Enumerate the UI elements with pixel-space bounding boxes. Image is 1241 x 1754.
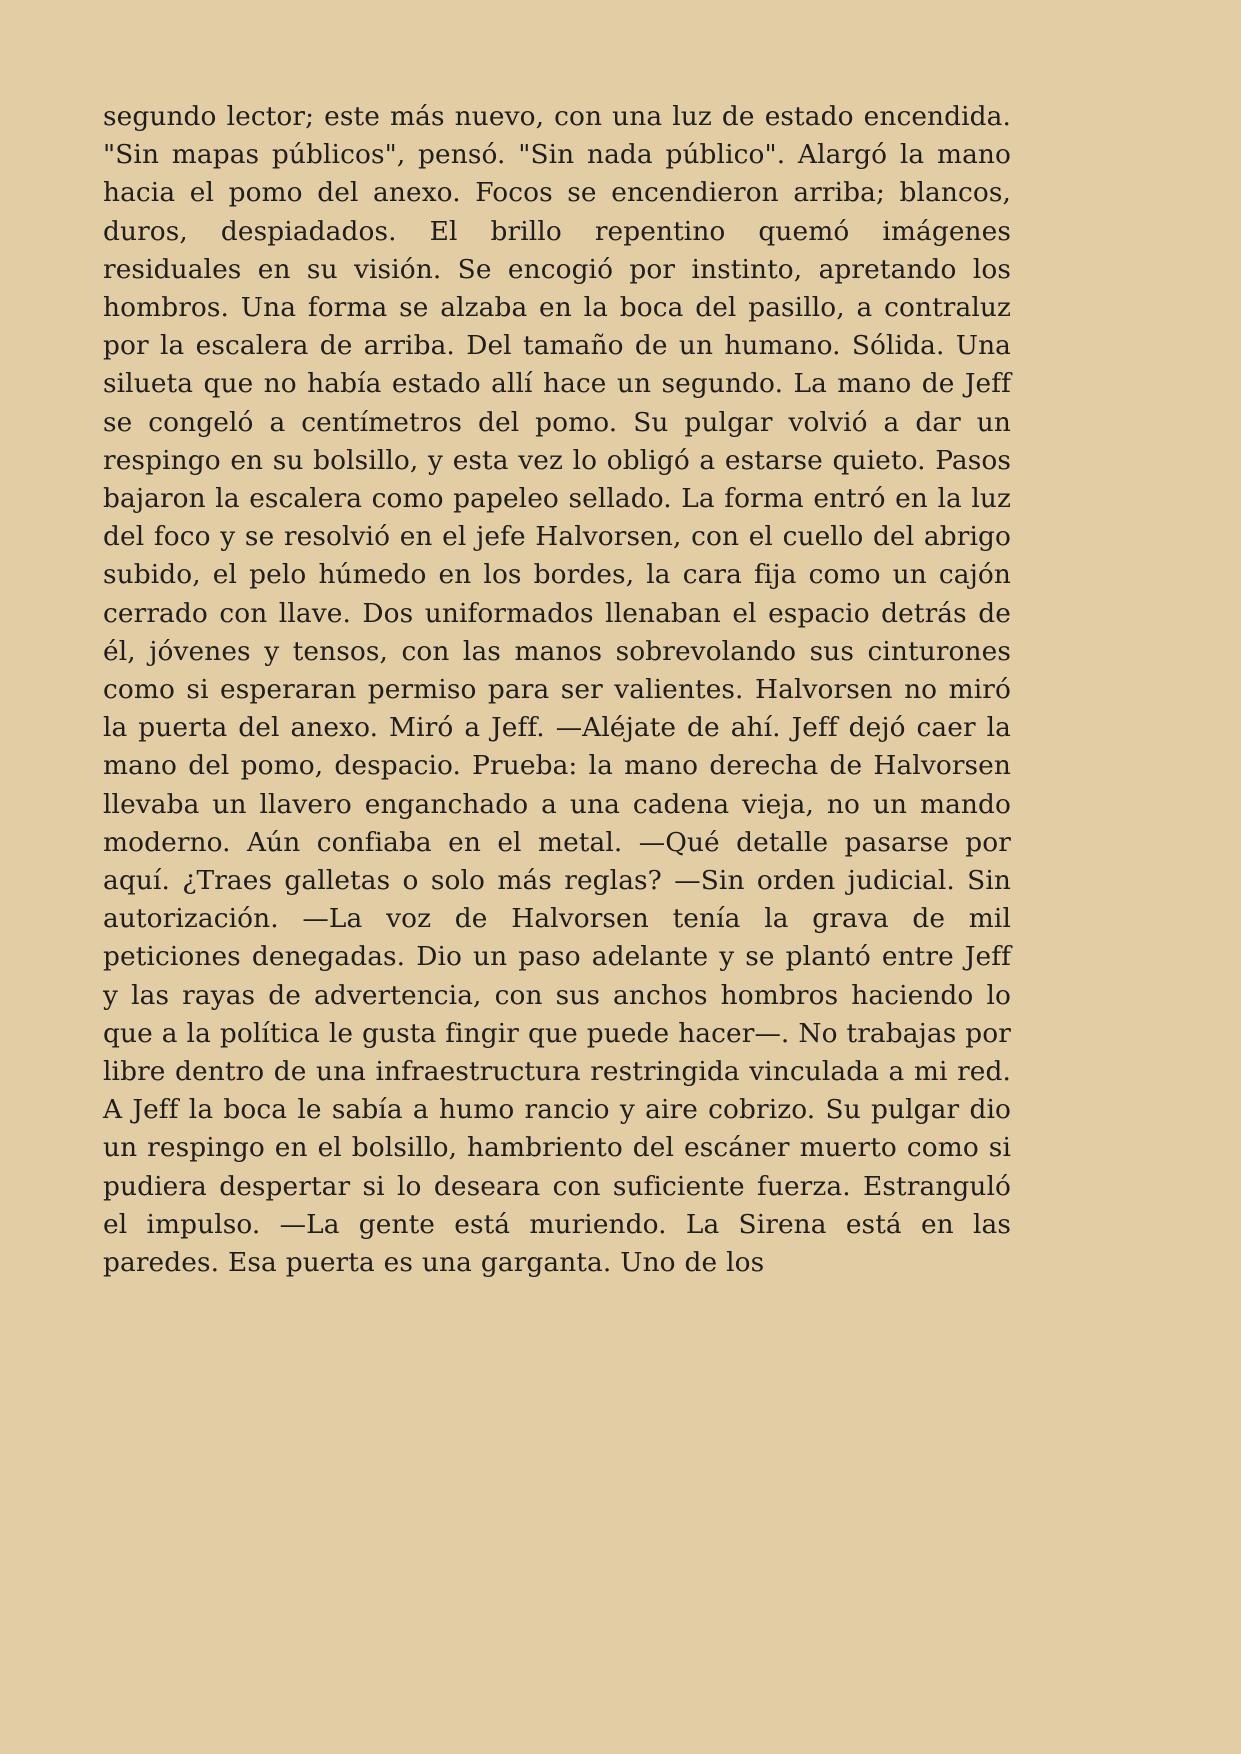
text-column: [103, 98, 1011, 1282]
body-paragraph: segundo lector; este más nuevo, con una luz de estado encendida. "Sin mapas públicos", pensó. "Sin nada público". Alargó la mano hacia el pomo del anexo. Focos se encendieron arriba; blancos, duros, despiadados. El brillo repentino quemó imágenes residuales en su visión. Se encogió por instinto, apretando los hombros. Una forma se alzaba en la boca del pasillo, a contraluz por la escalera de arriba. Del tamaño de un humano. Sólida. Una silueta que no había estado allí hace un segundo. La mano de Jeff se congeló a centímetros del pomo. Su pulgar volvió a dar un respingo en su bolsillo, y esta vez lo obligó a estarse quieto. Pasos bajaron la escalera como papeleo sellado. La forma entró en la luz del foco y se resolvió en el jefe Halvorsen, con el cuello del abrigo subido, el pelo húmedo en los bordes, la cara fija como un cajón cerrado con llave. Dos uniformados llenaban el espacio detrás de él, jóvenes y tensos, con las manos sobrevolando sus cinturones como si esperaran permiso para ser valientes. Halvorsen no miró la puerta del anexo. Miró a Jeff. —Aléjate de ahí. Jeff dejó caer la mano del pomo, despacio. Prueba: la mano derecha de Halvorsen llevaba un llavero enganchado a una cadena vieja, no un mando moderno. Aún confiaba en el metal. —Qué detalle pasarse por aquí. ¿Traes galletas o solo más reglas? —Sin orden judicial. Sin autorización. —La voz de Halvorsen tenía la grava de mil peticiones denegadas. Dio un paso adelante y se plantó entre Jeff y las rayas de advertencia, con sus anchos hombros haciendo lo que a la política le gusta fingir que puede hacer—. No trabajas por libre dentro de una infraestructura restringida vinculada a mi red. A Jeff la boca le sabía a humo rancio y aire cobrizo. Su pulgar dio un respingo en el bolsillo, hambriento del escáner muerto como si pudiera despertar si lo deseara con suficiente fuerza. Estranguló el impulso. —La gente está muriendo. La Sirena está en las paredes. Esa puerta es una garganta. Uno de los: [103, 101, 1011, 1279]
